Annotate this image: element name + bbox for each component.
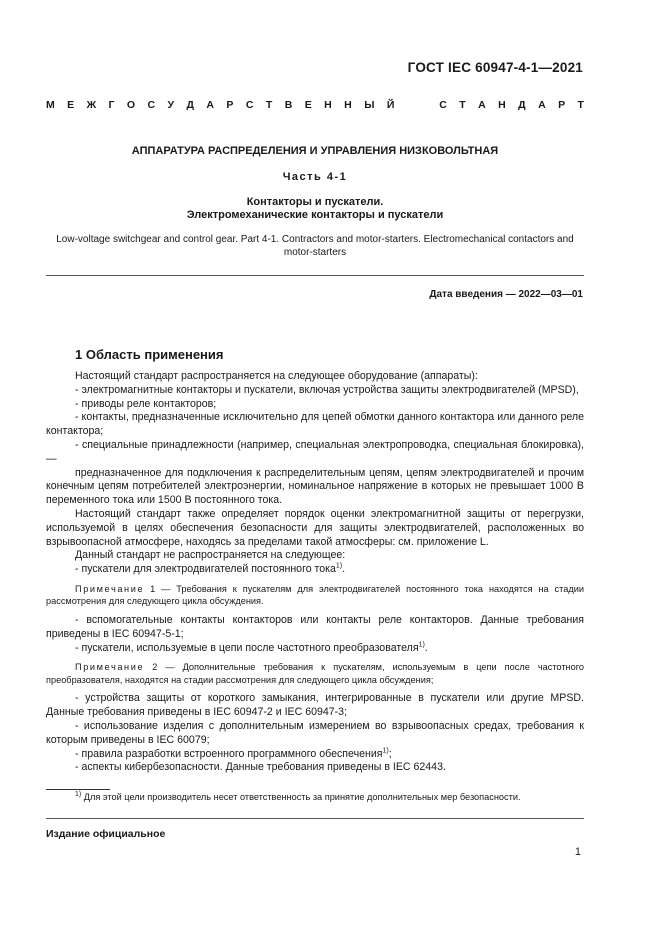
footnote-reference: 1) <box>335 562 343 570</box>
document-title: АППАРАТУРА РАСПРЕДЕЛЕНИЯ И УПРАВЛЕНИЯ НИЗКОВОЛЬТНАЯ <box>131 145 499 157</box>
note-label: Примечание <box>75 662 145 673</box>
note-label: Примечание <box>75 583 145 594</box>
footnote-reference: 1) <box>418 641 425 649</box>
banner-letter: А <box>478 99 486 111</box>
paragraph-text: - специальные принадлежности (например, специальная электропроводка, специальная блокировка), — <box>46 438 584 465</box>
banner-letter: О <box>126 99 136 111</box>
paragraph <box>46 467 584 508</box>
english-title: Low-voltage switchgear and control gear. Part 4-1. Contractors and motor-starters. Electromechanical contactors and motor-starters <box>56 234 574 258</box>
banner-letter: Е <box>304 99 312 111</box>
paragraph <box>46 549 584 563</box>
banner-letter: Й <box>386 99 395 111</box>
banner-letter: Н <box>344 99 352 111</box>
paragraph <box>46 411 584 439</box>
interstate-standard-banner <box>46 99 584 111</box>
banner-letter: С <box>147 99 156 111</box>
paragraph-text: - аспекты кибербезопасности. Данные требования приведены в IEC 62443. <box>75 761 446 774</box>
banner-letter: С <box>245 99 254 111</box>
subtitle-line-2: Электромеханические контакторы и пускатели <box>186 209 444 221</box>
section-heading: 1 Область применения <box>75 347 224 362</box>
banner-letter: Д <box>186 99 194 111</box>
paragraph-text: Настоящий стандарт распространяется на следующее оборудование (аппараты): <box>75 370 478 382</box>
paragraph-text: предназначенное для подключения к распределительным цепям, цепям электродвигателей и прочим конечным цепям потребителей электроэнергии, номинальное напряжение в которых не превышает 1000 В переменного тока или 1500 В постоянного тока. <box>46 466 584 507</box>
paragraph-text: - использование изделия с дополнительным измерением во взрывоопасных средах, требования к которым приведены в IEC 60079; <box>46 719 584 746</box>
section-body <box>46 370 584 775</box>
paragraph <box>46 642 584 656</box>
footnote-text: Для этой цели производитель несет ответственность за принятие дополнительных мер безопасности. <box>81 792 521 802</box>
banner-letter: Н <box>324 99 332 111</box>
paragraph <box>46 720 584 748</box>
paragraph <box>46 370 584 384</box>
banner-letter: А <box>538 99 546 111</box>
note-paragraph <box>46 583 584 608</box>
footer-divider <box>46 818 584 819</box>
banner-gap <box>407 99 427 111</box>
banner-letter: Е <box>67 99 75 111</box>
banner-letter: У <box>167 99 175 111</box>
standard-number: ГОСТ IEC 60947-4-1—2021 <box>407 60 583 75</box>
paragraph-text: - пускатели для электродвигателей постоянного тока <box>75 563 336 576</box>
paragraph <box>46 398 584 412</box>
paragraph <box>46 761 584 775</box>
paragraph-text: - пускатели, используемые в цепи после частотного преобразователя <box>75 641 419 654</box>
footnote-reference: 1) <box>382 747 389 754</box>
banner-letter: Т <box>459 99 466 111</box>
paragraph-text: - приводы реле контакторов; <box>75 397 217 410</box>
paragraph-text: - контакты, предназначенные исключительно для цепей обмотки данного контактора или данного реле контактора; <box>46 411 584 438</box>
banner-letter: Г <box>108 99 115 111</box>
introduction-date: Дата введения — 2022—03—01 <box>429 289 583 300</box>
footnote-separator <box>46 789 110 790</box>
paragraph-text: - электромагнитные контакторы и пускатели, включая устройства защиты электродвигателей (MPSD), <box>75 383 579 396</box>
footnote <box>75 792 585 802</box>
page-number: 1 <box>574 846 581 858</box>
paragraph <box>46 614 584 642</box>
divider <box>46 275 584 276</box>
banner-letter: Т <box>265 99 273 111</box>
paragraph-punctuation: . <box>342 563 346 576</box>
part-label: Часть 4-1 <box>282 171 348 183</box>
paragraph <box>46 384 584 398</box>
official-edition-label: Издание официальное <box>46 828 166 840</box>
paragraph-text: - устройства защиты от короткого замыкания, интегрированные в пускатели или другие MPSD. Данные требования приведены в IEC 60947-2 и IEC 60947-3; <box>46 692 584 719</box>
banner-letter: В <box>284 99 293 111</box>
paragraph <box>46 439 584 467</box>
paragraph <box>46 692 584 720</box>
paragraph <box>46 508 584 549</box>
paragraph-text: 1 — Требования к пускателям для электродвигателей постоянного тока находятся на стадии рассмотрения для следующего цикла обсуждения. <box>46 583 584 607</box>
banner-letter: Д <box>518 99 526 111</box>
subtitle-line-1: Контакторы и пускатели. <box>246 196 384 208</box>
paragraph-punctuation: ; <box>388 747 392 760</box>
banner-letter: Ж <box>86 99 97 111</box>
paragraph <box>46 748 584 762</box>
banner-letter: Т <box>577 99 584 111</box>
banner-letter: Р <box>558 99 566 111</box>
paragraph-text: - правила разработки встроенного программного обеспечения <box>75 747 383 760</box>
paragraph-text: Данный стандарт не распространяется на следующее: <box>75 549 346 562</box>
paragraph <box>46 563 584 577</box>
paragraph-text: 2 — Дополнительные требования к пускателям, используемым в цепи после частотного преобразователя, находятся на стадии рассмотрения для следующего цикла обсуждения; <box>46 662 584 685</box>
banner-letter: Ы <box>364 99 375 111</box>
banner-letter: С <box>439 99 447 111</box>
paragraph-text: Настоящий стандарт также определяет порядок оценки электромагнитной защиты от перегрузки, используемой в целях обеспечения безопасности для защиты электродвигателей, расположенных во взрывоопасной атмосфере, находясь за пределами такой атмосферы: см. приложение L. <box>46 507 584 548</box>
paragraph-text: - вспомогательные контакты контакторов или контакты реле контакторов. Данные требования приведены в IEC 60947-5-1; <box>46 613 584 640</box>
note-paragraph <box>46 661 584 686</box>
banner-letter: М <box>46 99 55 111</box>
footnote-mark: 1) <box>75 790 82 798</box>
banner-letter: Н <box>498 99 506 111</box>
paragraph-punctuation: . <box>424 641 428 654</box>
banner-letter: Р <box>226 99 234 111</box>
banner-letter: А <box>206 99 214 111</box>
